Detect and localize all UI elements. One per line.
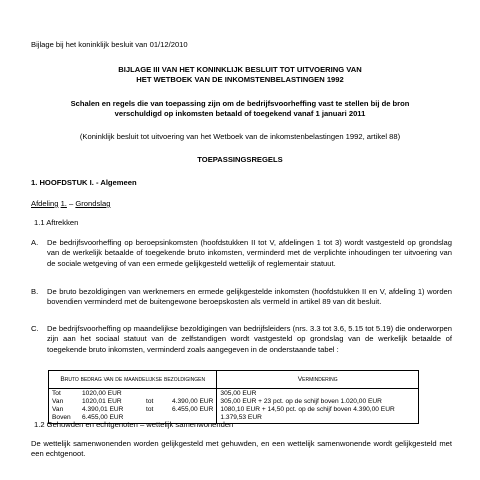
paragraph-b-letter: B. [31,287,39,296]
division-number: 1. [60,199,67,208]
row-to: 6.455,00 EUR [172,406,214,413]
paragraph-c [31,324,452,355]
row-label: Van [52,406,64,413]
annex-note: Bijlage bij het koninklijk besluit van 01/12/2010 [31,40,188,49]
division-prefix: Afdeling [31,199,59,208]
final-paragraph: De wettelijk samenwonenden worden gelijkgesteld met gehuwden, en een wettelijk samenwonende wordt gelijkgesteld met een echtgenoot. [31,439,452,459]
header-gross-amount: Bruto bedrag van de maandelijkse bezoldigingen [49,371,217,389]
row-label: Van [52,398,64,405]
paragraph-a-text: De bedrijfsvoorheffing op beroepsinkomsten (hoofdstukken II tot V, afdelingen 1 tot 3) wordt vastgesteld op grondslag van de werkelijk betaalde of toegekende bruto inkomsten, verminderd met de verplichte inhoudingen ter uitvoering van de sociale wetgeving of van een ermede gelijkgesteld wettelijk of reglementair statuut. [47,238,452,268]
reduction-row-2: 1080,10 EUR + 14,50 pct. op de schijf boven 4.390,00 EUR [220,406,395,413]
title-line-2: HET WETBOEK VAN DE INKOMSTENBELASTINGEN 1992 [136,75,344,84]
section-1-1-heading: 1.1 Aftrekken [34,218,79,227]
division-title: Grondslag [75,199,111,208]
table-header-row [49,371,419,389]
rules-heading: TOEPASSINGSREGELS [197,155,283,164]
table-row [49,389,419,424]
subtitle-line-1: Schalen en regels die van toepassing zijn om de bedrijfsvoorheffing vast te stellen bij de bron [70,99,410,108]
reduction-row-3: 1.379,53 EUR [220,414,262,421]
row-from: 1020,00 EUR [82,390,122,397]
paragraph-a-letter: A. [31,238,39,247]
row-from: 4.390,01 EUR [82,406,124,413]
reduction-row-0: 305,00 EUR [220,390,257,397]
chapter-heading: 1. HOOFDSTUK I. - Algemeen [31,178,137,187]
header-reduction: Vermindering [217,371,419,389]
paragraph-b-text: De bruto bezoldigingen van werknemers en ermede gelijkgestelde inkomsten (hoofdstukken II en V, afdeling 1) worden bovendien verminderd met de buitengewone beroepskosten als vermeld in artikel 89 van dit besluit. [47,287,452,307]
reduction-cell [217,389,419,424]
row-from: 1020,01 EUR [82,398,122,405]
gross-row-1 [52,398,213,406]
paragraph-c-text: De bedrijfsvoorheffing op maandelijkse bezoldigingen van bedrijfsleiders (nrs. 3.3 tot 3.6, 5.15 tot 5.19) die onderworpen zijn aan het sociaal statuut van de zelfstandigen wordt vastgesteld op grondslag van de werkelijk betaalde of toegekende bruto inkomsten, verminderd zoals aangegeven in de onderstaande tabel : [47,324,452,354]
division-heading [31,199,110,208]
row-label: Tot [52,390,61,397]
subtitle-line-2: verschuldigd op inkomsten betaald of toegekend vanaf 1 januari 2011 [114,109,366,118]
row-to: 4.390,00 EUR [172,398,214,405]
paragraph-b [31,287,452,308]
reduction-row-1: 305,00 EUR + 23 pct. op de schijf boven 1.020,00 EUR [220,398,382,405]
paragraph-c-letter: C. [31,324,39,333]
legal-reference: (Koninklijk besluit tot uitvoering van het Wetboek van de inkomstenbelastingen 1992, artikel 88) [79,132,401,141]
row-label: Boven [52,414,71,421]
row-sep: tot [146,406,154,413]
title-line-1: BIJLAGE III VAN HET KONINKLIJK BESLUIT TOT UITVOERING VAN [118,65,362,74]
section-1-2-heading: 1.2 Gehuwden en echtgenoten – wettelijk samenwonenden [34,420,234,429]
row-from: 6.455,00 EUR [82,414,124,421]
paragraph-a [31,238,452,269]
gross-row-0 [52,390,213,398]
gross-row-2 [52,406,213,414]
row-sep: tot [146,398,154,405]
gross-cell [49,389,217,424]
reduction-table [48,370,419,424]
division-dash: – [66,199,76,208]
